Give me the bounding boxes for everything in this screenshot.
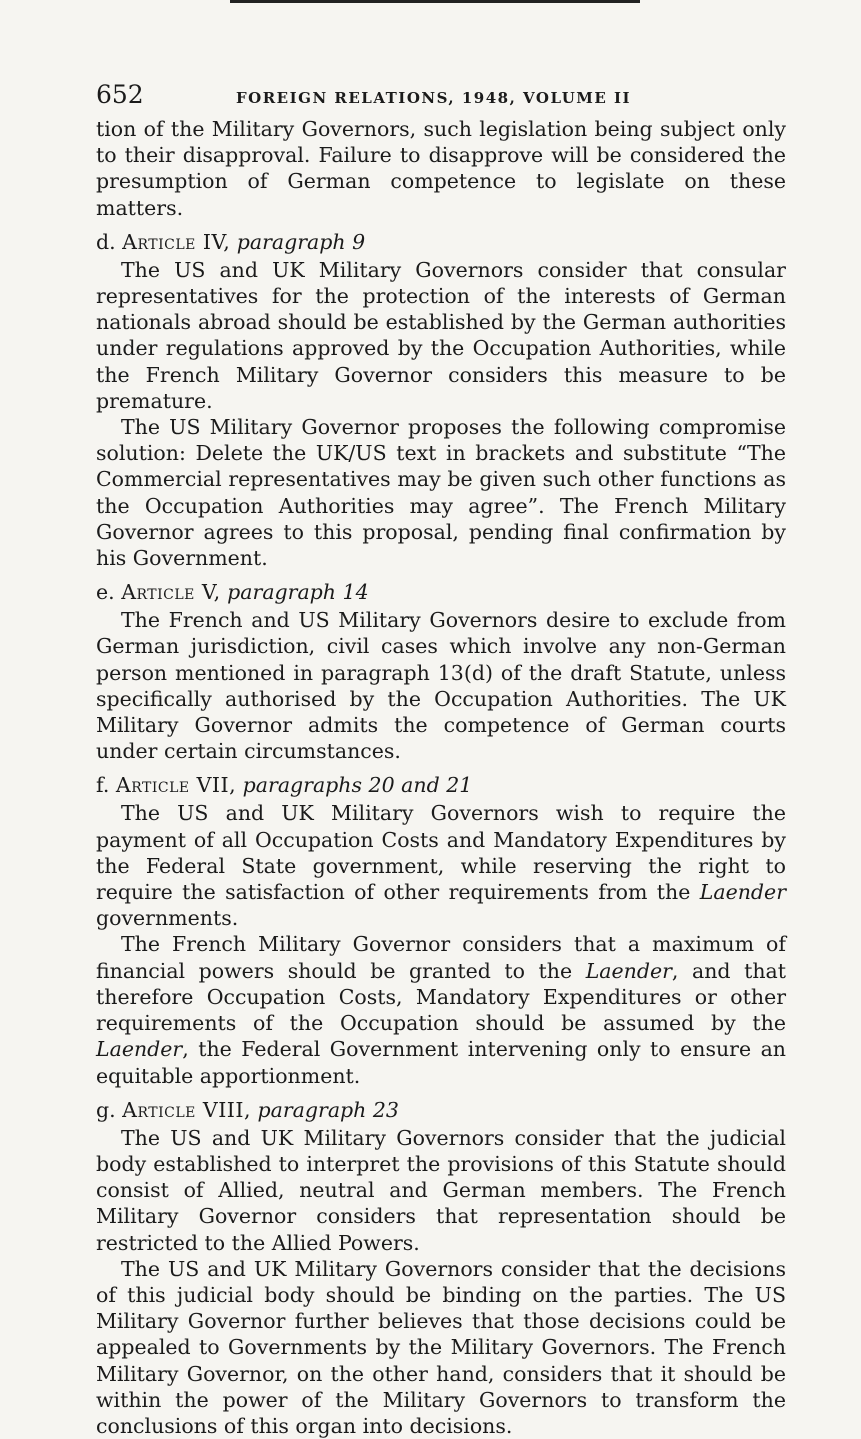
section-g-article: Article VIII,: [122, 1097, 251, 1122]
text-run: , and that therefore Occupation Costs, Mandatory Expenditures or other requirements of the Occupation should be assumed by the: [96, 958, 787, 1036]
page-number: 652: [96, 80, 144, 109]
text-run: The French Military Governor considers that a maximum of financial powers should be granted to the: [96, 932, 786, 983]
section-e-paragraph-1: The French and US Military Governors desire to exclude from German jurisdiction, civil cases which involve any non-German person mentioned in paragraph 13(d) of the draft Statute, unless specifically authorised by the Occupation Authorities. The UK Military Governor admits the competence of German courts under certain circumstances.: [96, 608, 786, 764]
top-rule: [230, 0, 640, 3]
section-f-heading: [96, 772, 786, 798]
section-e-paragraph: paragraph 14: [227, 580, 369, 605]
section-f-article: Article VII,: [115, 773, 237, 798]
section-f-paragraph-2: [96, 931, 786, 1088]
section-d-heading: [96, 229, 786, 255]
italic-term: Laender: [699, 880, 786, 905]
section-d-letter: d.: [96, 229, 116, 254]
section-g-letter: g.: [96, 1097, 116, 1122]
running-head: FOREIGN RELATIONS, 1948, VOLUME II: [236, 89, 632, 107]
section-d-paragraph-1: The US and UK Military Governors consider that consular representatives for the protection of the interests of German nationals abroad should be established by the German authorities under regulations approved by the Occupation Authorities, while the French Military Governor considers this measure to be premature.: [96, 257, 786, 413]
section-d-paragraph: paragraph 9: [236, 229, 366, 254]
intro-paragraph: tion of the Military Governors, such legislation being subject only to their disapproval. Failure to disapprove will be considered the presumption of German competence to legislate on these matters.: [96, 117, 786, 220]
text-run: The US and UK Military Governors wish to require the payment of all Occupation Costs and Mandatory Expenditures by the Federal State government, while reserving the right to require the satisfaction of other requirements from the: [96, 801, 786, 905]
text-run: , the Federal Government intervening only to ensure an equitable apportionment.: [96, 1037, 786, 1088]
page-header: [96, 80, 786, 116]
section-f-letter: f.: [96, 773, 110, 798]
italic-term: Laender: [96, 1037, 183, 1062]
section-g-paragraph-1: The US and UK Military Governors consider that the judicial body established to interpret the provisions of this Statute should consist of Allied, neutral and German members. The French Military Governor considers that representation should be restricted to the Allied Powers.: [96, 1125, 786, 1255]
section-g-paragraph: paragraph 23: [257, 1097, 399, 1122]
section-g-paragraph-2: The US and UK Military Governors consider that the decisions of this judicial body should be binding on the parties. The US Military Governor further believes that those decisions could be appealed to Governments by the Military Governors. The French Military Governor, on the other hand, considers that it should be within the power of the Military Governors to transform the conclusions of this organ into decisions.: [96, 1256, 786, 1438]
section-d-article: Article IV,: [122, 229, 231, 254]
section-d-paragraph-2: The US Military Governor proposes the following compromise solution: Delete the UK/US text in brackets and substitute “The Commercial representatives may be given such other functions as the Occupation Authorities may agree”. The French Military Governor agrees to this proposal, pending final confirmation by his Government.: [96, 415, 786, 571]
section-e-letter: e.: [96, 580, 115, 605]
section-g-heading: [96, 1097, 786, 1123]
text-run: governments.: [96, 906, 239, 931]
section-f-paragraph: paragraphs 20 and 21: [242, 773, 473, 798]
document-page: [96, 80, 786, 1439]
section-e-heading: [96, 579, 786, 605]
italic-term: Laender: [585, 958, 672, 983]
section-e-article: Article V,: [121, 580, 221, 605]
section-f-paragraph-1: [96, 800, 786, 931]
